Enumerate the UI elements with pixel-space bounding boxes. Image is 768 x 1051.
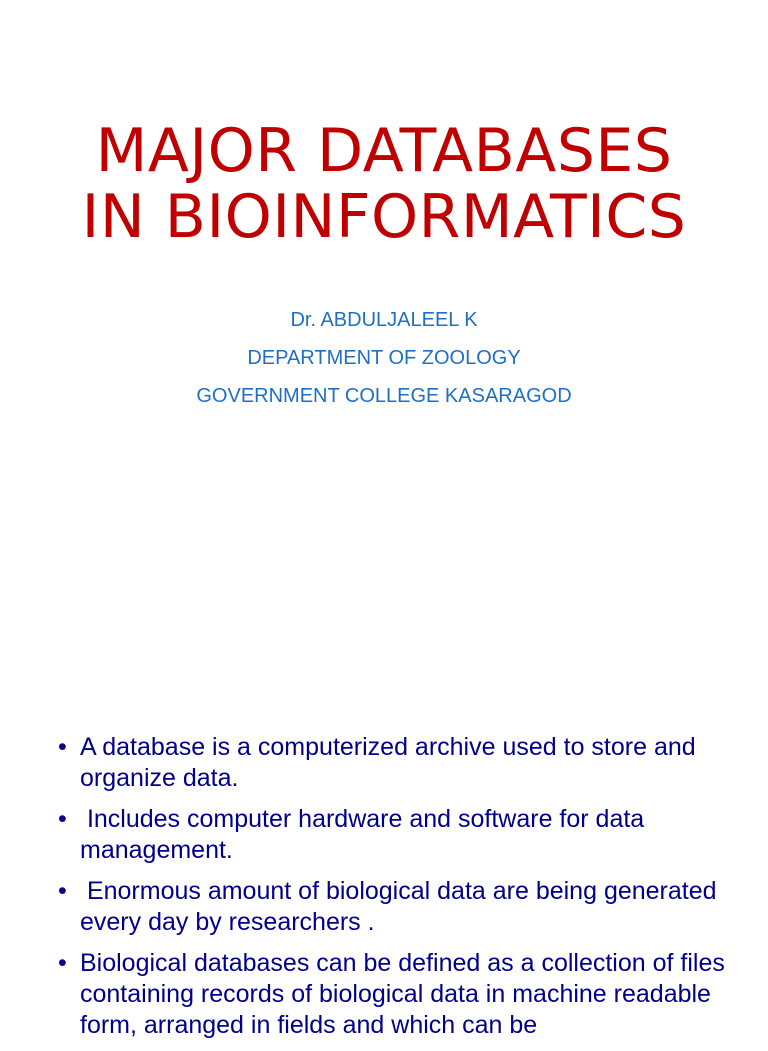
bullet-list xyxy=(58,732,748,1051)
title-line-2: IN BIOINFORMATICS xyxy=(81,182,687,252)
bullet-icon: • xyxy=(58,733,67,761)
title-line-1: MAJOR DATABASES xyxy=(95,116,673,186)
bullet-icon: • xyxy=(58,805,67,833)
bullet-item xyxy=(58,948,748,1041)
author-department: DEPARTMENT OF ZOOLOGY xyxy=(247,347,521,369)
bullet-icon: • xyxy=(58,877,67,905)
bullet-item xyxy=(58,732,748,794)
slide-title xyxy=(0,118,768,250)
bullet-text: A database is a computerized archive used to store and organize data. xyxy=(80,733,696,792)
bullet-text: Biological databases can be defined as a collection of files containing records of biological data in machine readable form, arranged in fields and which can be xyxy=(80,949,725,1039)
author-college: GOVERNMENT COLLEGE KASARAGOD xyxy=(196,385,572,407)
bullet-icon: • xyxy=(58,949,67,977)
bullet-item xyxy=(58,804,748,866)
bullet-item xyxy=(58,876,748,938)
bullet-text: Includes computer hardware and software for data management. xyxy=(80,805,645,864)
bullet-text: Enormous amount of biological data are being generated every day by researchers . xyxy=(80,877,717,936)
author-block xyxy=(0,306,768,420)
author-name: Dr. ABDULJALEEL K xyxy=(290,309,478,331)
